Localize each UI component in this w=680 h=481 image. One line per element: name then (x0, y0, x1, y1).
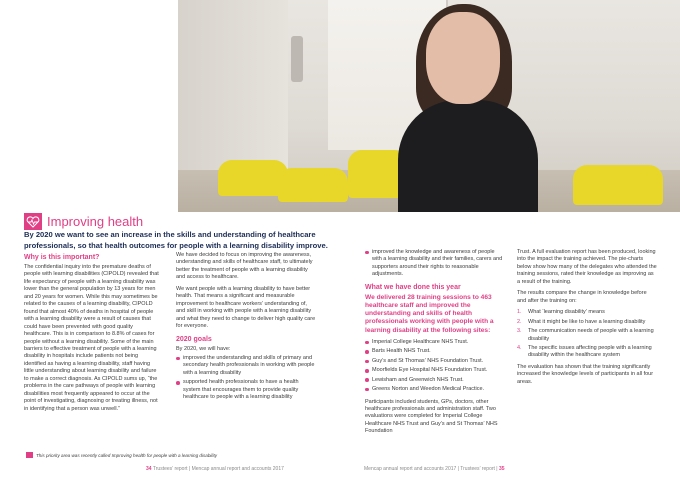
list-item: Barts Health NHS Trust. (365, 348, 505, 355)
goals-heading: 2020 goals (176, 335, 212, 343)
areas-list (517, 309, 657, 360)
hero-photo (178, 0, 680, 212)
done-heading: What we have done this year (365, 283, 461, 291)
better-health-paragraph: We want people with a learning disability to have better health. That means a significant and measurable improvement to healthcare workers’ understanding of, and skill in working with people with a learning disability and what they need to change to deliver high quality care for everyone. (176, 285, 316, 330)
footer-left (146, 466, 284, 472)
list-item: 3. The communication needs of people with a learning disability (517, 328, 654, 342)
column-2 (176, 252, 316, 406)
participants-paragraph: Participants included students, GPs, doctors, other healthcare professionals and administration staff. Two evaluations were completed for Imperial College Healthcare NHS Trust and Guy’s and St Thomas’ NHS Foundation (365, 398, 498, 435)
footer-left-text: Trustees’ report | Mencap annual report and accounts 2017 (152, 466, 284, 472)
list-item: Guy’s and St Thomas’ NHS Foundation Trust. (365, 358, 505, 365)
section-heading (24, 213, 143, 230)
list-item: 1. What ‘learning disability’ means (517, 309, 605, 316)
photo-person-face (426, 12, 500, 104)
focus-paragraph: We have decided to focus on improving the awareness, understanding and skills of healthcare staff, to ultimately better the treatment of people with a learning disability and access to healthcare. (176, 252, 313, 281)
conclusion-paragraph: The evaluation has shown that the training significantly increased the knowledge levels of participants in all four areas. (517, 363, 654, 385)
photo-chair (278, 168, 348, 202)
list-item: 2. What it might be like to have a learning disability (517, 318, 646, 325)
column-3 (365, 249, 505, 440)
footnote (26, 452, 217, 458)
page-number: 35 (499, 466, 505, 472)
list-item: Imperial College Healthcare NHS Trust. (365, 339, 505, 346)
section-intro: By 2020 we want to see an increase in the skills and understanding of healthcare professionals, so that health outcomes for people with a learning disability improve. (24, 230, 328, 250)
goals-list (176, 355, 316, 402)
evaluation-paragraph: Trust. A full evaluation report has been produced, looking into the impact the training achieved. The pie-charts below show how many of the delegates who attended the training sessions, rated their knowledge as improving as a result of the training. (517, 249, 657, 285)
photo-person-body (398, 100, 538, 212)
list-item: Moorfields Eye Hospital NHS Foundation Trust. (365, 367, 505, 374)
why-heading: Why is this important? (24, 254, 100, 261)
list-item: Lewisham and Greenwich NHS Trust. (365, 377, 505, 384)
results-paragraph: The results compare the change in knowledge before and after the training on: (517, 290, 647, 304)
footer-right-text: Mencap annual report and accounts 2017 | Trustees’ report | (364, 466, 498, 472)
list-item: improved the understanding and skills of primary and secondary health professionals in working with people with a learning disability (176, 355, 316, 377)
photo-chair (573, 165, 663, 205)
heartbeat-icon (24, 213, 42, 230)
list-item: supported health professionals to have a health system that encourages them to provide quality healthcare to people with a learning disability (176, 379, 316, 401)
footer-right (364, 466, 505, 472)
list-item: Greens Norton and Weedon Medical Practice. (365, 386, 505, 393)
section-title: Improving health (47, 214, 144, 229)
heartbeat-icon (26, 452, 33, 458)
done-summary: We delivered 28 training sessions to 463 healthcare staff and improved the understanding and skills of health professionals working with people with a learning disability at the following sites: (365, 293, 494, 334)
list-item: improved the knowledge and awareness of people with a learning disability and their families, carers and supporters around their rights to reasonable adjustments. (365, 249, 505, 279)
photo-dispenser (291, 36, 303, 82)
column-1 (24, 253, 159, 417)
footnote-text: This priority area was recently called Improving health for people with a learning disability (36, 452, 218, 458)
page-number: 34 (146, 466, 152, 472)
goals-intro: By 2020, we will have: (176, 345, 231, 352)
column-4 (517, 249, 657, 390)
sites-list (365, 339, 505, 394)
list-item: 4. The specific issues affecting people with a learning disability within the healthcare system (517, 344, 652, 359)
goals-list-continued (365, 249, 505, 279)
why-body: The confidential inquiry into the premature deaths of people with learning disabilities (CIPOLD) revealed that life expectancy of people with a learning disability was lower than the general population by 13 years for men and 20 years for women. While this may sometimes be related to the causes of a learning disability, CIPOLD found that almost 40% of deaths in hospital of people with a learning disability were a result of causes that could have been prevented with good quality healthcare. This is in comparison to 8.8% of cases for people without a learning disability. Some of the main barriers to effective treatment of people with a learning disability in hospitals include patients not being identified as having a learning disability, staff having little understanding about learning disability and failure to make a correct diagnosis. As CIPOLD sums up, “the problems in the care pathways of people with learning disabilities most frequently appeared to occur at the point of investigating, diagnosing or treating illness, not in identifying that a person was unwell.” (24, 264, 159, 412)
